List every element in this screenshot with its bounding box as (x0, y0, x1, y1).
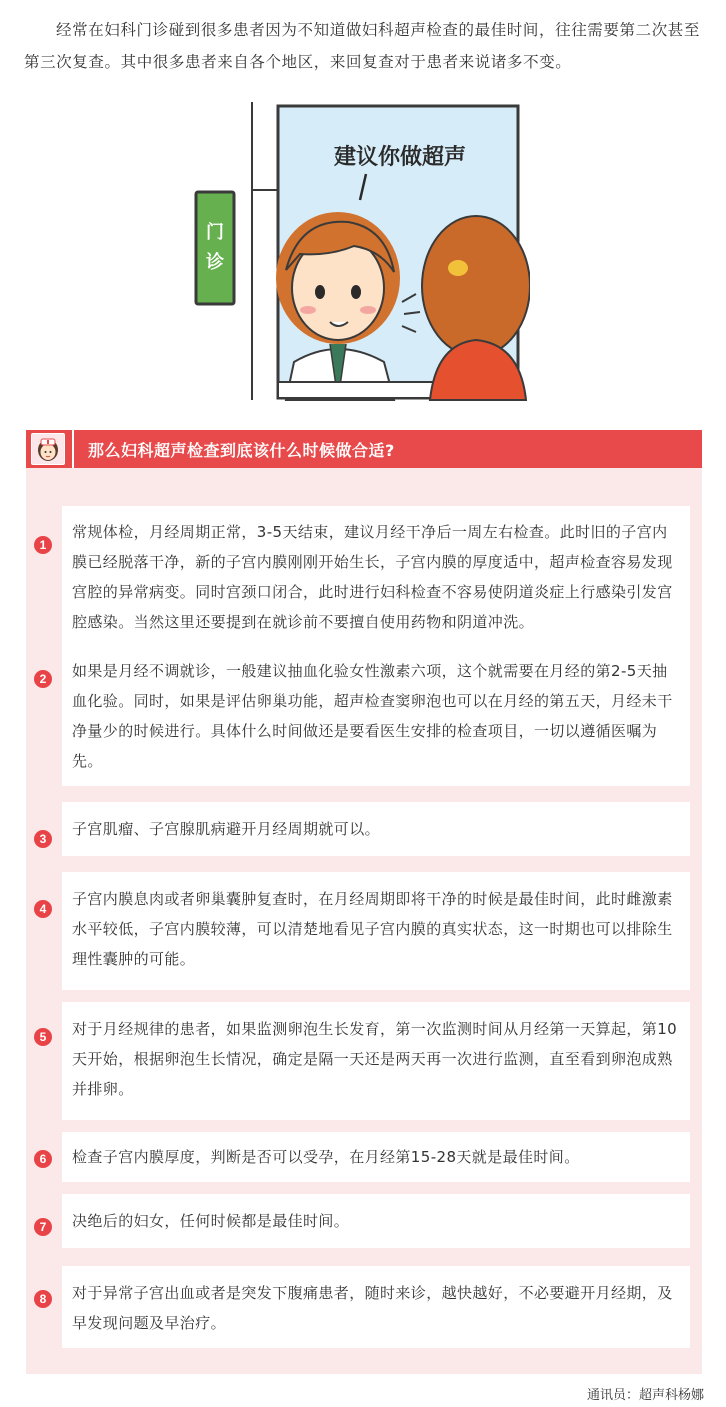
door-sign-label-2: 诊 (206, 252, 224, 273)
author-credit: 通讯员：超声科杨娜 (586, 1388, 704, 1403)
speech-text: 建议你做超声 (333, 145, 467, 170)
number-badge-icon: 8 (34, 1290, 52, 1308)
tip-text: 子宫内膜息肉或者卵巢囊肿复查时，在月经周期即将干净的时候是最佳时间，此时雌激素水平较低，子宫内膜较薄，可以清楚地看见子宫内膜的真实状态，这一时期也可以排除生理性囊肿的可能。 (62, 872, 690, 990)
number-badge-icon: 4 (34, 900, 52, 918)
number-badge-icon: 5 (34, 1028, 52, 1046)
heading-divider (72, 430, 74, 468)
clinic-cartoon-image (190, 100, 530, 405)
number-badge-icon: 3 (34, 830, 52, 848)
tip-text: 对于异常子宫出血或者是突发下腹痛患者，随时来诊，越快越好，不必要避开月经期，及早发现问题及早治疗。 (62, 1266, 690, 1348)
number-badge-icon: 2 (34, 670, 52, 688)
tip-text: 如果是月经不调就诊，一般建议抽血化验女性激素六项，这个就需要在月经的第2-5天抽血化验。同时，如果是评估卵巢功能，超声检查窦卵泡也可以在月经的第五天，月经未干净量少的时候进行。具体什么时间做还是要看医生安排的检查项目，一切以遵循医嘱为先。 (62, 646, 690, 786)
number-badge-icon: 6 (34, 1150, 52, 1168)
tip-text: 对于月经规律的患者，如果监测卵泡生长发育，第一次监测时间从月经第一天算起，第10天开始，根据卵泡生长情况，确定是隔一天还是两天再一次进行监测，直至看到卵泡成熟并排卵。 (62, 1002, 690, 1120)
intro-paragraph: 经常在妇科门诊碰到很多患者因为不知道做妇科超声检查的最佳时间，往往需要第二次甚至第三次复查。其中很多患者来自各个地区，来回复查对于患者来说诸多不变。 (24, 21, 701, 71)
tip-text: 决绝后的妇女，任何时候都是最佳时间。 (62, 1194, 690, 1248)
avatar (26, 430, 70, 468)
doctor-illustration (190, 100, 530, 405)
number-badge-icon: 1 (34, 536, 52, 554)
tip-text: 检查子宫内膜厚度，判断是否可以受孕，在月经第15-28天就是最佳时间。 (62, 1132, 690, 1182)
section-heading-bar (26, 430, 702, 468)
section-title: 那么妇科超声检查到底该什么时候做合适? (88, 440, 395, 460)
nurse-avatar-icon (31, 433, 65, 465)
door-sign-label-1: 门 (206, 222, 224, 243)
tip-text: 子宫肌瘤、子宫腺肌病避开月经周期就可以。 (62, 802, 690, 856)
number-badge-icon: 7 (34, 1218, 52, 1236)
tip-text: 常规体检，月经周期正常，3-5天结束，建议月经干净后一周左右检查。此时旧的子宫内膜已经脱落干净，新的子宫内膜刚刚开始生长，子宫内膜的厚度适中，超声检查容易发现宫腔的异常病变。同时宫颈口闭合，此时进行妇科检查不容易使阴道炎症上行感染引发宫腔感染。当然这里还要提到在就诊前不要擅自使用药物和阴道冲洗。 (62, 506, 690, 648)
tips-panel (26, 468, 702, 1374)
